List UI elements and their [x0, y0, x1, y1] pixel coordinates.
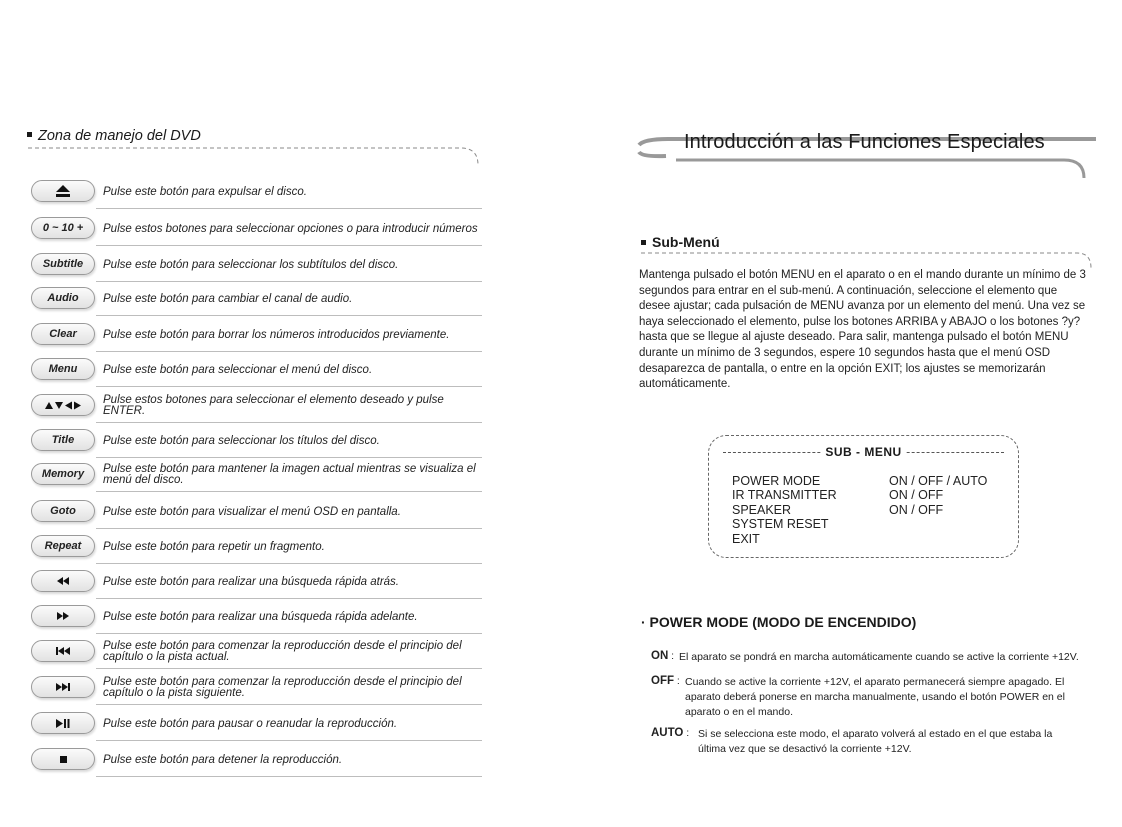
- button-row: [30, 603, 478, 638]
- left-section-heading: [27, 128, 201, 144]
- button-description: [103, 178, 483, 206]
- button-label: 0 ~ 10 +: [42, 222, 84, 234]
- option-description: Cuando se active la corriente +12V, el aparato permanecerá siempre apagado. El aparato deberá ponerse en marcha manualmente, usando el botón POWER en el aparato o en el mando.: [685, 676, 1065, 718]
- button-description-text: Pulse este botón para comenzar la reproducción desde el principio del capítulo o la pista siguiente.: [103, 676, 462, 699]
- remote-button-pill: [31, 570, 95, 592]
- button-row: [30, 674, 478, 709]
- button-description: [103, 285, 483, 313]
- left-heading-frame: [26, 145, 486, 170]
- remote-button-pill: [31, 712, 95, 734]
- submenu-diagram: [708, 435, 1019, 558]
- button-row: [30, 461, 478, 496]
- row-divider: [96, 633, 482, 634]
- row-divider: [96, 315, 482, 316]
- submenu-heading: [641, 234, 720, 250]
- row-divider: [96, 563, 482, 564]
- button-description-text: Pulse este botón para realizar una búsqueda rápida atrás.: [103, 575, 400, 588]
- remote-button-pill: [31, 394, 95, 416]
- button-row: [30, 321, 478, 356]
- option-key: OFF :: [651, 675, 680, 687]
- button-row: [30, 178, 478, 213]
- button-label: Repeat: [44, 540, 82, 552]
- skip-next-icon: [56, 683, 70, 691]
- button-row: [30, 638, 478, 673]
- button-description-text: Pulse este botón para cambiar el canal de audio.: [103, 292, 353, 305]
- button-row: [30, 498, 478, 533]
- button-description: [103, 603, 483, 631]
- option-description: El aparato se pondrá en marcha automáticamente cuando se active la corriente +12V.: [679, 651, 1079, 663]
- button-description-text: Pulse este botón para visualizar el menú OSD en pantalla.: [103, 505, 401, 518]
- button-description: [103, 498, 483, 526]
- button-label: Goto: [50, 505, 76, 517]
- button-description: [103, 710, 483, 738]
- option-key: AUTO :: [651, 727, 690, 739]
- submenu-item-value: ON / OFF / AUTO: [889, 474, 988, 488]
- eject-icon: [56, 185, 70, 197]
- remote-button-pill: [31, 217, 95, 239]
- remote-button-pill: [31, 323, 95, 345]
- button-description-text: Pulse este botón para expulsar el disco.: [103, 185, 307, 198]
- button-description-text: Pulse este botón para detener la reproducción.: [103, 753, 343, 766]
- remote-button-pill: [31, 748, 95, 770]
- button-description-text: Pulse este botón para borrar los números introducidos previamente.: [103, 328, 450, 341]
- button-description: [103, 215, 483, 243]
- submenu-item-value: ON / OFF: [889, 503, 944, 517]
- submenu-item-name: SYSTEM RESET: [732, 517, 829, 531]
- submenu-title: SUB - MENU: [709, 445, 1018, 459]
- bullet-square-icon: [641, 240, 646, 245]
- button-description: [103, 461, 483, 489]
- stop-icon: [60, 756, 67, 763]
- row-divider: [96, 457, 482, 458]
- button-description-text: Pulse este botón para seleccionar el menú del disco.: [103, 363, 373, 376]
- button-row: [30, 356, 478, 391]
- row-divider: [96, 740, 482, 741]
- button-row: [30, 392, 478, 427]
- button-row: [30, 427, 478, 462]
- page-title: Introducción a las Funciones Especiales: [684, 131, 1045, 153]
- button-description-text: Pulse este botón para mantener la imagen actual mientras se visualiza el menú del disco.: [103, 463, 476, 486]
- button-row: [30, 215, 478, 250]
- remote-button-pill: [31, 535, 95, 557]
- button-label: Clear: [49, 328, 77, 340]
- button-description: [103, 427, 483, 455]
- row-divider: [96, 704, 482, 705]
- button-description: [103, 533, 483, 561]
- button-label: Title: [51, 434, 75, 446]
- button-description: [103, 251, 483, 279]
- button-row: [30, 746, 478, 781]
- row-divider: [96, 491, 482, 492]
- left-heading-text: Zona de manejo del DVD: [38, 128, 201, 144]
- submenu-item-name: IR TRANSMITTER: [732, 488, 837, 502]
- button-description-text: Pulse estos botones para seleccionar el elemento deseado y pulse ENTER.: [103, 394, 444, 417]
- row-divider: [96, 528, 482, 529]
- fast-forward-icon: [57, 612, 69, 620]
- remote-button-pill: [31, 500, 95, 522]
- row-divider: [96, 208, 482, 209]
- remote-button-pill: [31, 358, 95, 380]
- arrows-icon: [45, 401, 81, 410]
- submenu-instructions: Mantenga pulsado el botón MENU en el aparato o en el mando durante un mínimo de 3 segundos para entrar en el sub-menú. A continuación, seleccione el elemento que desee ajustar; cada pulsación de MENU avanza por un elemento del menú. Una vez se haya seleccionado el elemento, pulse los botones ARRIBA y ABAJO o los botones ?y?hasta que se llegue al ajuste deseado. Para salir, mantenga pulsado el botón MENU durante un mínimo de 3 segundos, espere 10 segundos hasta que el menú OSD desaparezca de pantalla, o entre en la opción EXIT; los ajustes se memorizarán automáticamente.: [639, 269, 1086, 391]
- bullet-square-icon: [27, 132, 32, 137]
- skip-previous-icon: [56, 647, 70, 655]
- button-description-text: Pulse estos botones para seleccionar opciones o para introducir números: [103, 222, 478, 235]
- row-divider: [96, 422, 482, 423]
- button-description-text: Pulse este botón para repetir un fragmento.: [103, 540, 325, 553]
- row-divider: [96, 776, 482, 777]
- button-description: [103, 356, 483, 384]
- remote-button-pill: [31, 253, 95, 275]
- submenu-item-value: ON / OFF: [889, 488, 944, 502]
- row-divider: [96, 598, 482, 599]
- row-divider: [96, 351, 482, 352]
- submenu-item-name: SPEAKER: [732, 503, 792, 517]
- row-divider: [96, 386, 482, 387]
- submenu-item-name: POWER MODE: [732, 474, 821, 488]
- remote-button-pill: [31, 463, 95, 485]
- button-label: Audio: [47, 292, 79, 304]
- rewind-icon: [57, 577, 69, 585]
- button-description: [103, 674, 483, 702]
- button-description-text: Pulse este botón para seleccionar los títulos del disco.: [103, 434, 380, 447]
- remote-button-pill: [31, 676, 95, 698]
- button-description: [103, 638, 483, 666]
- button-description-text: Pulse este botón para pausar o reanudar la reproducción.: [103, 717, 398, 730]
- play-pause-icon: [56, 719, 70, 728]
- button-description: [103, 746, 483, 774]
- option-key: ON :: [651, 650, 675, 662]
- submenu-heading-text: Sub-Menú: [652, 234, 720, 250]
- button-row: [30, 285, 478, 320]
- row-divider: [96, 281, 482, 282]
- button-description: [103, 392, 483, 420]
- button-description-text: Pulse este botón para comenzar la reproducción desde el principio del capítulo o la pista actual.: [103, 640, 462, 663]
- row-divider: [96, 668, 482, 669]
- power-mode-heading: · POWER MODE (MODO DE ENCENDIDO): [641, 614, 917, 630]
- button-row: [30, 710, 478, 745]
- button-description: [103, 568, 483, 596]
- remote-button-pill: [31, 287, 95, 309]
- remote-button-pill: [31, 640, 95, 662]
- button-description-text: Pulse este botón para seleccionar los subtítulos del disco.: [103, 258, 399, 271]
- button-description-text: Pulse este botón para realizar una búsqueda rápida adelante.: [103, 610, 418, 623]
- remote-button-pill: [31, 429, 95, 451]
- button-label: Subtitle: [42, 258, 84, 270]
- submenu-item-name: EXIT: [732, 532, 760, 546]
- button-description: [103, 321, 483, 349]
- button-label: Memory: [41, 468, 85, 480]
- button-row: [30, 533, 478, 568]
- button-row: [30, 251, 478, 286]
- option-description: Si se selecciona este modo, el aparato volverá al estado en el que estaba la última vez que se desactivó la corriente +12V.: [698, 728, 1053, 755]
- remote-button-pill: [31, 605, 95, 627]
- button-row: [30, 568, 478, 603]
- row-divider: [96, 245, 482, 246]
- remote-button-pill: [31, 180, 95, 202]
- button-label: Menu: [48, 363, 78, 375]
